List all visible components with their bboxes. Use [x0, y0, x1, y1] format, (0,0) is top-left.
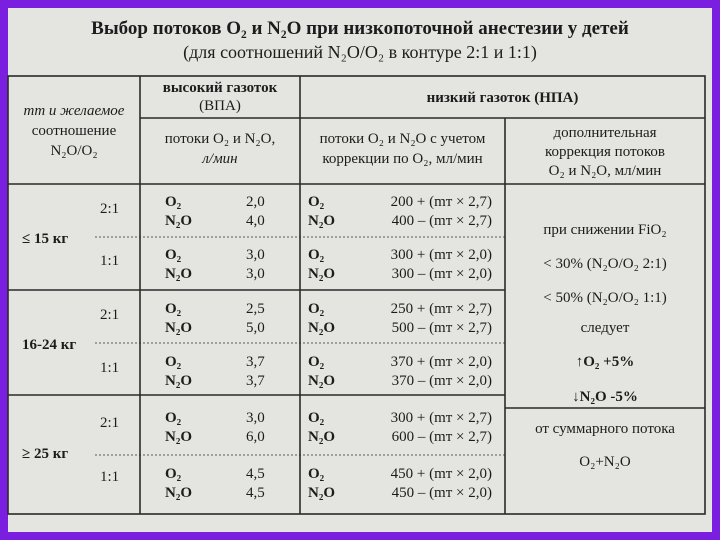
vpa-n2o-label: N₂O — [165, 320, 192, 336]
npa-n2o-formula: 300 – (mт × 2,0) — [391, 266, 492, 282]
vpa-o2-value: 2,0 — [246, 194, 265, 210]
npa-o2-formula: 200 + (mт × 2,7) — [390, 194, 492, 210]
correction-note-line2: < 30% (N₂O/O₂ 2:1) — [543, 256, 667, 272]
weight-group-label: 16-24 кг — [22, 337, 77, 353]
correction-note-line3: < 50% (N₂O/O₂ 1:1) — [543, 290, 667, 306]
ratio-label: 2:1 — [100, 307, 120, 323]
header-correction-line1: дополнительная — [553, 125, 657, 141]
weight-group-label: ≤ 15 кг — [22, 231, 69, 247]
correction-note-line8: O₂+N₂O — [579, 454, 631, 470]
header-vpa-flows-line2: л/мин — [202, 151, 238, 167]
ratio-label: 1:1 — [100, 360, 120, 376]
vpa-o2-value: 3,0 — [246, 247, 265, 263]
header-correction-line3: O₂ и N₂O, мл/мин — [548, 163, 662, 179]
vpa-n2o-value: 4,0 — [246, 213, 265, 229]
vpa-n2o-value: 5,0 — [246, 320, 265, 336]
header-weight-ratio-line3: N₂O/O₂ — [50, 143, 98, 159]
vpa-o2-value: 4,5 — [246, 466, 265, 482]
correction-note-line7: от суммарного потока — [535, 421, 675, 437]
vpa-o2-label: O₂ — [165, 301, 182, 317]
correction-note-n2o-decrease: ↓N₂O -5% — [572, 389, 638, 405]
npa-n2o-formula: 500 – (mт × 2,7) — [391, 320, 492, 336]
vpa-o2-value: 3,7 — [246, 354, 265, 370]
vpa-n2o-value: 4,5 — [246, 485, 265, 501]
vpa-n2o-label: N₂O — [165, 429, 192, 445]
vpa-n2o-value: 3,7 — [246, 373, 265, 389]
npa-n2o-label: N₂O — [308, 485, 335, 501]
npa-o2-label: O₂ — [308, 410, 325, 426]
npa-o2-label: O₂ — [308, 247, 325, 263]
vpa-o2-label: O₂ — [165, 194, 182, 210]
header-vpa-flows-line1: потоки O₂ и N₂O, — [164, 131, 276, 147]
npa-n2o-label: N₂O — [308, 320, 335, 336]
npa-o2-formula: 250 + (mт × 2,7) — [390, 301, 492, 317]
header-weight-ratio-line1: mт и желаемое — [23, 103, 125, 119]
npa-o2-label: O₂ — [308, 301, 325, 317]
header-correction-line2: коррекция потоков — [545, 144, 665, 160]
vpa-n2o-label: N₂O — [165, 485, 192, 501]
vpa-n2o-value: 6,0 — [246, 429, 265, 445]
npa-n2o-label: N₂O — [308, 213, 335, 229]
header-vpa-line2: (ВПА) — [199, 98, 241, 114]
vpa-n2o-label: N₂O — [165, 373, 192, 389]
ratio-label: 2:1 — [100, 201, 120, 217]
header-npa: низкий газоток (НПА) — [426, 90, 579, 106]
weight-group-label: ≥ 25 кг — [22, 446, 69, 462]
npa-n2o-label: N₂O — [308, 429, 335, 445]
npa-o2-formula: 370 + (mт × 2,0) — [390, 354, 492, 370]
npa-o2-formula: 300 + (mт × 2,7) — [390, 410, 492, 426]
correction-note-line4: следует — [580, 320, 630, 336]
correction-note-o2-increase: ↑O₂ +5% — [575, 354, 635, 370]
table-subtitle: (для соотношений N₂O/O₂ в контуре 2:1 и 1:1) — [183, 42, 537, 62]
npa-n2o-label: N₂O — [308, 266, 335, 282]
vpa-o2-label: O₂ — [165, 354, 182, 370]
vpa-o2-label: O₂ — [165, 247, 182, 263]
header-weight-ratio-line2: соотношение — [31, 123, 117, 139]
ratio-label: 1:1 — [100, 469, 120, 485]
npa-o2-label: O₂ — [308, 466, 325, 482]
npa-n2o-label: N₂O — [308, 373, 335, 389]
npa-o2-label: O₂ — [308, 194, 325, 210]
header-vpa-line1: высокий газоток — [162, 80, 278, 96]
correction-note-line1: при снижении FiO₂ — [543, 222, 667, 238]
npa-o2-formula: 300 + (mт × 2,0) — [390, 247, 492, 263]
vpa-o2-label: O₂ — [165, 410, 182, 426]
npa-n2o-formula: 370 – (mт × 2,0) — [391, 373, 492, 389]
npa-n2o-formula: 400 – (mт × 2,7) — [391, 213, 492, 229]
vpa-n2o-label: N₂O — [165, 266, 192, 282]
npa-n2o-formula: 600 – (mт × 2,7) — [391, 429, 492, 445]
header-npa-flows-line1: потоки O₂ и N₂O с учетом — [319, 131, 486, 147]
vpa-n2o-value: 3,0 — [246, 266, 265, 282]
npa-o2-formula: 450 + (mт × 2,0) — [390, 466, 492, 482]
vpa-n2o-label: N₂O — [165, 213, 192, 229]
vpa-o2-value: 3,0 — [246, 410, 265, 426]
header-npa-flows-line2: коррекции по O₂, мл/мин — [322, 151, 483, 167]
ratio-label: 1:1 — [100, 253, 120, 269]
vpa-o2-label: O₂ — [165, 466, 182, 482]
npa-o2-label: O₂ — [308, 354, 325, 370]
table-title: Выбор потоков O₂ и N₂O при низкопоточной анестезии у детей — [91, 18, 629, 39]
vpa-o2-value: 2,5 — [246, 301, 265, 317]
ratio-label: 2:1 — [100, 415, 120, 431]
npa-n2o-formula: 450 – (mт × 2,0) — [391, 485, 492, 501]
